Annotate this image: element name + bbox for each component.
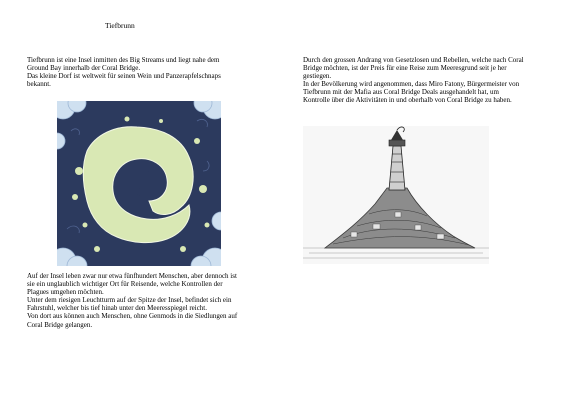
right-page <box>283 0 566 400</box>
body-paragraph: Durch den grossen Andrang von Gesetzlosen und Rebellen, welche nach Coral Bridge möchten, ist der Preis für eine Reise zum Meeresgrund seit je her gestiegen. In der Bevölkerung wird angenommen, dass Miro Fatony, Bürgermeister von Tiefbrunn mit der Mafia aus Coral Bridge Deals ausgehandelt hat, um Kontrolle über die Aktivitäten in und oberhalb von Coral Bridge zu haben. <box>303 56 524 105</box>
body-paragraph: Auf der Insel leben zwar nur etwa fünfhundert Menschen, aber dennoch ist sie ein unglaublich wichtiger Ort für Reisende, welche Kontrollen der Plagues umgehen möchten. Unter dem riesigen Leuchtturm auf der Spitze der Insel, befindet sich ein Fahrstuhl, welcher bis tief hinab unter den Meeresspiegel reicht. Von dort aus können auch Menschen, ohne Genmods in die Siedlungen auf Coral Bridge gelangen. <box>27 272 238 329</box>
page-title: Tiefbrunn <box>105 21 135 30</box>
lighthouse-island-sketch <box>303 126 489 264</box>
intro-paragraph: Tiefbrunn ist eine Insel inmitten des Big Streams und liegt nahe dem Ground Bay innerhalb der Coral Bridge. Das kleine Dorf ist weltweit für seinen Wein und Panzerapfelschnaps bekannt. <box>27 56 221 89</box>
island-map-illustration <box>57 101 221 266</box>
